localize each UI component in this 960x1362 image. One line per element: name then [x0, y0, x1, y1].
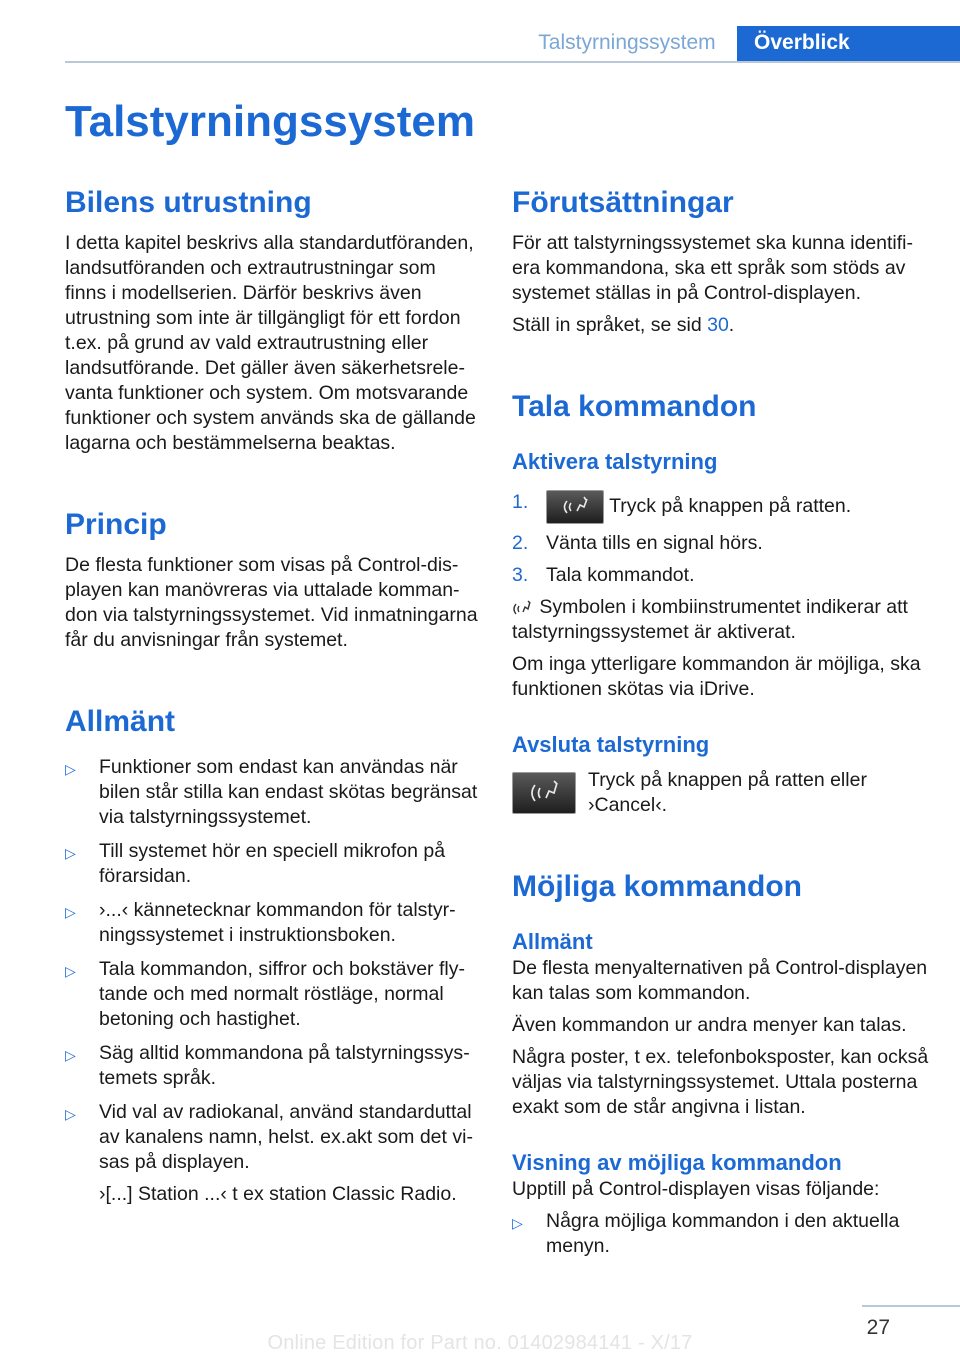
list-item: ▷ Vid val av radiokanal, använd standarduttal av kanalens namn, helst. ex.akt som det visas på displayen. [65, 1101, 473, 1173]
triangle-right-icon: ▷ [65, 845, 76, 861]
end-text: Tryck på knappen på ratten eller ›Cancel‹. [588, 769, 867, 816]
display-text: Upptill på Control-displayen visas följande: [512, 1178, 880, 1200]
equipment-text: I detta kapitel beskrivs alla standardutföranden, landsutföranden och extrautrustningar som finns i modellserien. Därför beskrivs även utrustning som inte är tillgängligt för ett fordon t.ex. på grund av vald extrautrustning eller landsutförande. Det gäller även säkerhetsrelevanta funktioner och system. Om motsvarande funktioner och system används ska de gällande lagarna och bestämmelserna beaktas. [65, 232, 476, 454]
list-item: ▷ Säg alltid kommandona på talstyrningssystemets språk. [65, 1042, 470, 1089]
list-item: ▷ Tala kommandon, siffror och bokstäver flytande och med normalt röstläge, normal betoning och hastighet. [65, 958, 465, 1030]
possible-paragraph: Även kommandon ur andra menyer kan talas. [512, 1014, 907, 1036]
footer-rule [862, 1305, 960, 1307]
right-column [512, 184, 932, 1268]
heading-activate: Aktivera talstyrning [512, 449, 718, 474]
page-title: Talstyrningssystem [65, 97, 476, 146]
heading-equipment: Bilens utrustning [65, 186, 312, 219]
page-number: 27 [866, 1316, 890, 1339]
heading-general: Allmänt [65, 705, 176, 738]
heading-speak-commands: Tala kommandon [512, 390, 757, 423]
header-section-label: Talstyrningssystem [538, 31, 716, 54]
edition-watermark: Online Edition for Part no. 01402984141 - X/17 [267, 1332, 693, 1354]
activate-note: Om inga ytterligare kommandon är möjliga, ska funktionen skötas via iDrive. [512, 653, 921, 700]
activate-steps [512, 490, 932, 588]
heading-possible-commands: Möjliga kommandon [512, 870, 803, 903]
requirements-ref: Ställ in språket, se sid 30. [512, 314, 735, 336]
possible-paragraph: Några poster, t ex. telefonboksposter, kan också väljas via talstyrningssystemet. Uttala posterna exakt som de står angivna i listan. [512, 1046, 929, 1118]
list-item: ▷ Funktioner som endast kan användas när bilen står stilla kan endast skötas begränsat via talstyrningssystemet. [65, 756, 478, 828]
display-list [512, 1209, 932, 1259]
general-list [65, 755, 480, 1175]
principle-text: De flesta funktioner som visas på Control-displayen kan manövreras via uttalade kommandon via talstyrningssystemet. Vid inmatningarna får du anvisningar från systemet. [65, 554, 478, 651]
triangle-right-icon: ▷ [65, 1106, 76, 1122]
list-item: 1. Tryck på knappen på ratten. [512, 490, 932, 524]
heading-requirements: Förutsättningar [512, 186, 734, 219]
general-example: ›[...] Station ...‹ t ex station Classic Radio. [99, 1183, 457, 1205]
heading-principle: Princip [65, 508, 167, 541]
triangle-right-icon: ▷ [65, 761, 76, 777]
heading-end: Avsluta talstyrning [512, 732, 710, 757]
voice-active-symbol-icon [512, 599, 534, 617]
triangle-right-icon: ▷ [65, 963, 76, 979]
heading-possible-general: Allmänt [512, 929, 593, 954]
list-item: ▷ ›...‹ kännetecknar kommandon för talstyrningssystemet i instruktionsboken. [65, 899, 456, 946]
header-rule [65, 61, 960, 63]
triangle-right-icon: ▷ [65, 1047, 76, 1063]
header-chapter-tab: Överblick [737, 26, 960, 62]
possible-paragraph: De flesta menyalternativen på Control-displayen kan talas som kommandon. [512, 957, 928, 1004]
end-instruction [512, 768, 932, 818]
voice-control-button-icon [546, 490, 604, 524]
list-item: ▷ Till systemet hör en speciell mikrofon på förarsidan. [65, 840, 446, 887]
triangle-right-icon: ▷ [512, 1215, 523, 1231]
triangle-right-icon: ▷ [65, 904, 76, 920]
list-item: ▷ Några möjliga kommandon i den aktuella menyn. [512, 1210, 900, 1257]
page-ref-link[interactable]: 30 [707, 314, 729, 336]
list-item: 3. Tala kommandot. [512, 564, 695, 586]
requirements-text: För att talstyrningssystemet ska kunna identifiera kommandona, ska ett språk som stöds av systemet ställas in på Control-displayen. [512, 232, 914, 304]
symbol-note: Symbolen i kombiinstrumentet indikerar att talstyrningssystemet är aktiverat. [512, 596, 908, 643]
heading-display-commands: Visning av möjliga kommandon [512, 1150, 842, 1175]
voice-control-button-icon [512, 772, 576, 814]
left-column [65, 184, 480, 1214]
list-item: 2. Vänta tills en signal hörs. [512, 532, 763, 554]
